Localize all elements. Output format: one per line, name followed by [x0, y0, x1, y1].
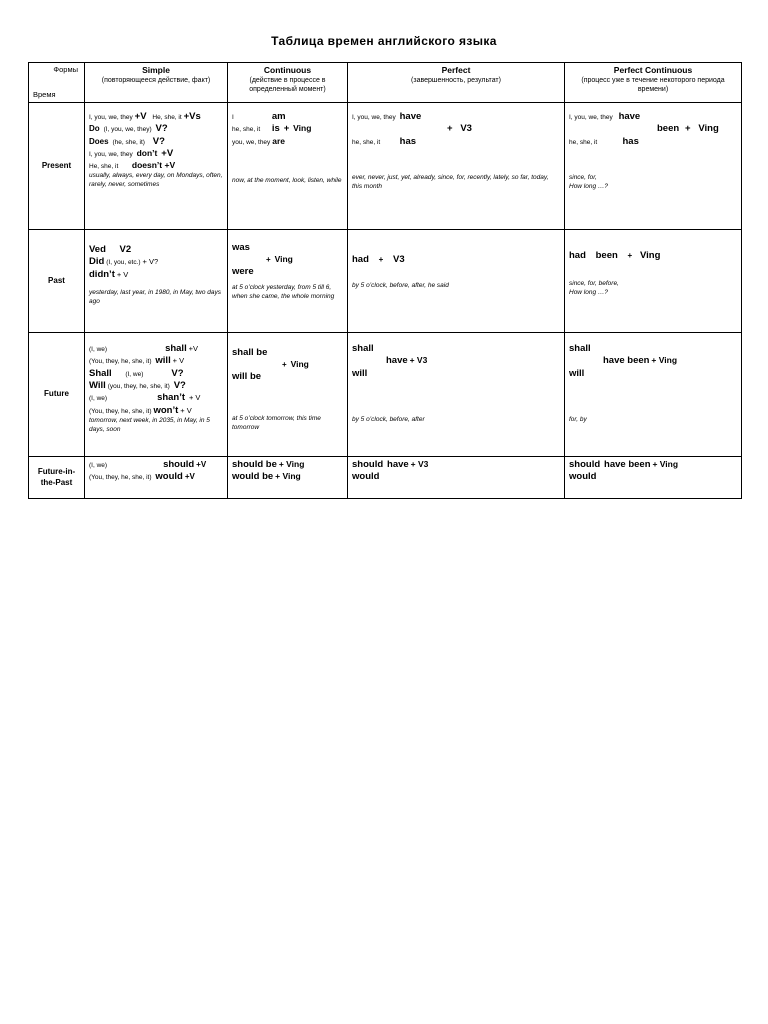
- cell-fitp-perfect: should have + V3 would: [348, 457, 565, 499]
- header-simple-desc: (повторяющееся действие, факт): [101, 77, 211, 85]
- cell-past-continuous: was + Ving were at 5 o’clock yesterday, from 5 till 6, when she came, the whole morning: [228, 230, 348, 333]
- header-perfect: [348, 63, 565, 103]
- header-simple-name: Simple: [142, 65, 170, 75]
- note-future-pc: for, by: [569, 416, 587, 424]
- note-past-pc-1: since, for, before,: [569, 280, 619, 288]
- note-future-perfect: by 5 o’clock, before, after: [352, 416, 425, 424]
- cell-present-perfect: I, you, we, they have + V3 he, she, it has ever, never, just, yet, already, since, for, recently, lately, so far, today, this month: [348, 103, 565, 230]
- header-continuous: [228, 63, 348, 103]
- cell-past-perfect-continuous: had been + Ving since, for, before, How long …?: [565, 230, 742, 333]
- note-present-perfect: ever, never, just, yet, already, since, for, recently, lately, so far, today, this month: [352, 174, 549, 190]
- row-label-present: Present: [29, 103, 85, 230]
- time-label: Время: [33, 90, 56, 100]
- header-perfect-desc: (завершенность, результат): [411, 77, 501, 85]
- cell-future-perfect: shall have + V3 will by 5 o’clock, before, after: [348, 333, 565, 457]
- header-perfect-continuous: [565, 63, 742, 103]
- note-past-pc-2: How long …?: [569, 289, 609, 297]
- cell-future-simple: (I, we) shall +V (You, they, he, she, it) will + V Shall (I, we) V? Will (you, they, he, she, it) V? (I, we) shan’t + V (You, they, he, she, it) won’t + V tomorrow, next week, in 2035, in May, in 5 days, soon: [85, 333, 228, 457]
- note-future-continuous: at 5 o’clock tomorrow, this time tomorrow: [232, 415, 321, 431]
- cell-fitp-simple: (I, we) should +V (You, they, he, she, it) would +V: [85, 457, 228, 499]
- row-label-future-in-past: Future-in-the-Past: [29, 457, 85, 499]
- note-present-pc-1: since, for,: [569, 174, 597, 182]
- header-row: [29, 63, 742, 103]
- cell-past-perfect: had + V3 by 5 o’clock, before, after, he said: [348, 230, 565, 333]
- row-label-future: Future: [29, 333, 85, 457]
- header-simple: [85, 63, 228, 103]
- corner-cell: [29, 63, 85, 103]
- note-past-perfect: by 5 o’clock, before, after, he said: [352, 282, 449, 290]
- cell-present-perfect-continuous: I, you, we, they have been + Ving he, she, it has since, for, How long …?: [565, 103, 742, 230]
- row-present: [29, 103, 742, 230]
- cell-past-simple: Ved V2 Did (I, you, etc.) + V? didn’t + V yesterday, last year, in 1980, in May, two days ago: [85, 230, 228, 333]
- page-title: Таблица времен английского языка: [271, 34, 497, 48]
- note-future-simple: tomorrow, next week, in 2035, in May, in 5 days, soon: [89, 417, 210, 433]
- cell-fitp-continuous: should be + Ving would be + Ving: [228, 457, 348, 499]
- note-present-continuous: now, at the moment, look, listen, while: [232, 177, 342, 185]
- note-present-pc-2: How long …?: [569, 182, 609, 190]
- tenses-table: [28, 62, 742, 499]
- header-perfect-name: Perfect: [441, 65, 471, 75]
- note-past-simple: yesterday, last year, in 1980, in May, two days ago: [89, 289, 221, 305]
- row-past: [29, 230, 742, 333]
- cell-future-perfect-continuous: shall have been + Ving will for, by: [565, 333, 742, 457]
- note-present-simple: usually, always, every day, on Mondays, often, rarely, never, sometimes: [89, 171, 223, 188]
- row-future: [29, 333, 742, 457]
- header-perfect-continuous-name: Perfect Continuous: [613, 65, 693, 75]
- row-future-in-past: [29, 457, 742, 499]
- header-continuous-desc: (действие в процессе в определенный момент): [249, 77, 326, 94]
- cell-future-continuous: shall be + Ving will be at 5 o’clock tomorrow, this time tomorrow: [228, 333, 348, 457]
- note-past-continuous: at 5 o’clock yesterday, from 5 till 6, when she came, the whole morning: [232, 284, 335, 300]
- cell-fitp-perfect-continuous: should have been + Ving would: [565, 457, 742, 499]
- cell-present-continuous: I am he, she, it is + Ving you, we, they are now, at the moment, look, listen, while: [228, 103, 348, 230]
- cell-present-simple: I, you, we, they +V He, she, it +Vs Do (I, you, we, they) V? Does (he, she, it) V? I, you, we, they don’t +V He, she, it doesn’t +V usually, always, every day, on Mondays, often, rarely, never, sometimes: [85, 103, 228, 230]
- header-continuous-name: Continuous: [263, 65, 312, 75]
- row-label-past: Past: [29, 230, 85, 333]
- header-perfect-continuous-desc: (процесс уже в течение некоторого периода времени): [581, 77, 725, 94]
- forms-label: Формы: [53, 65, 78, 74]
